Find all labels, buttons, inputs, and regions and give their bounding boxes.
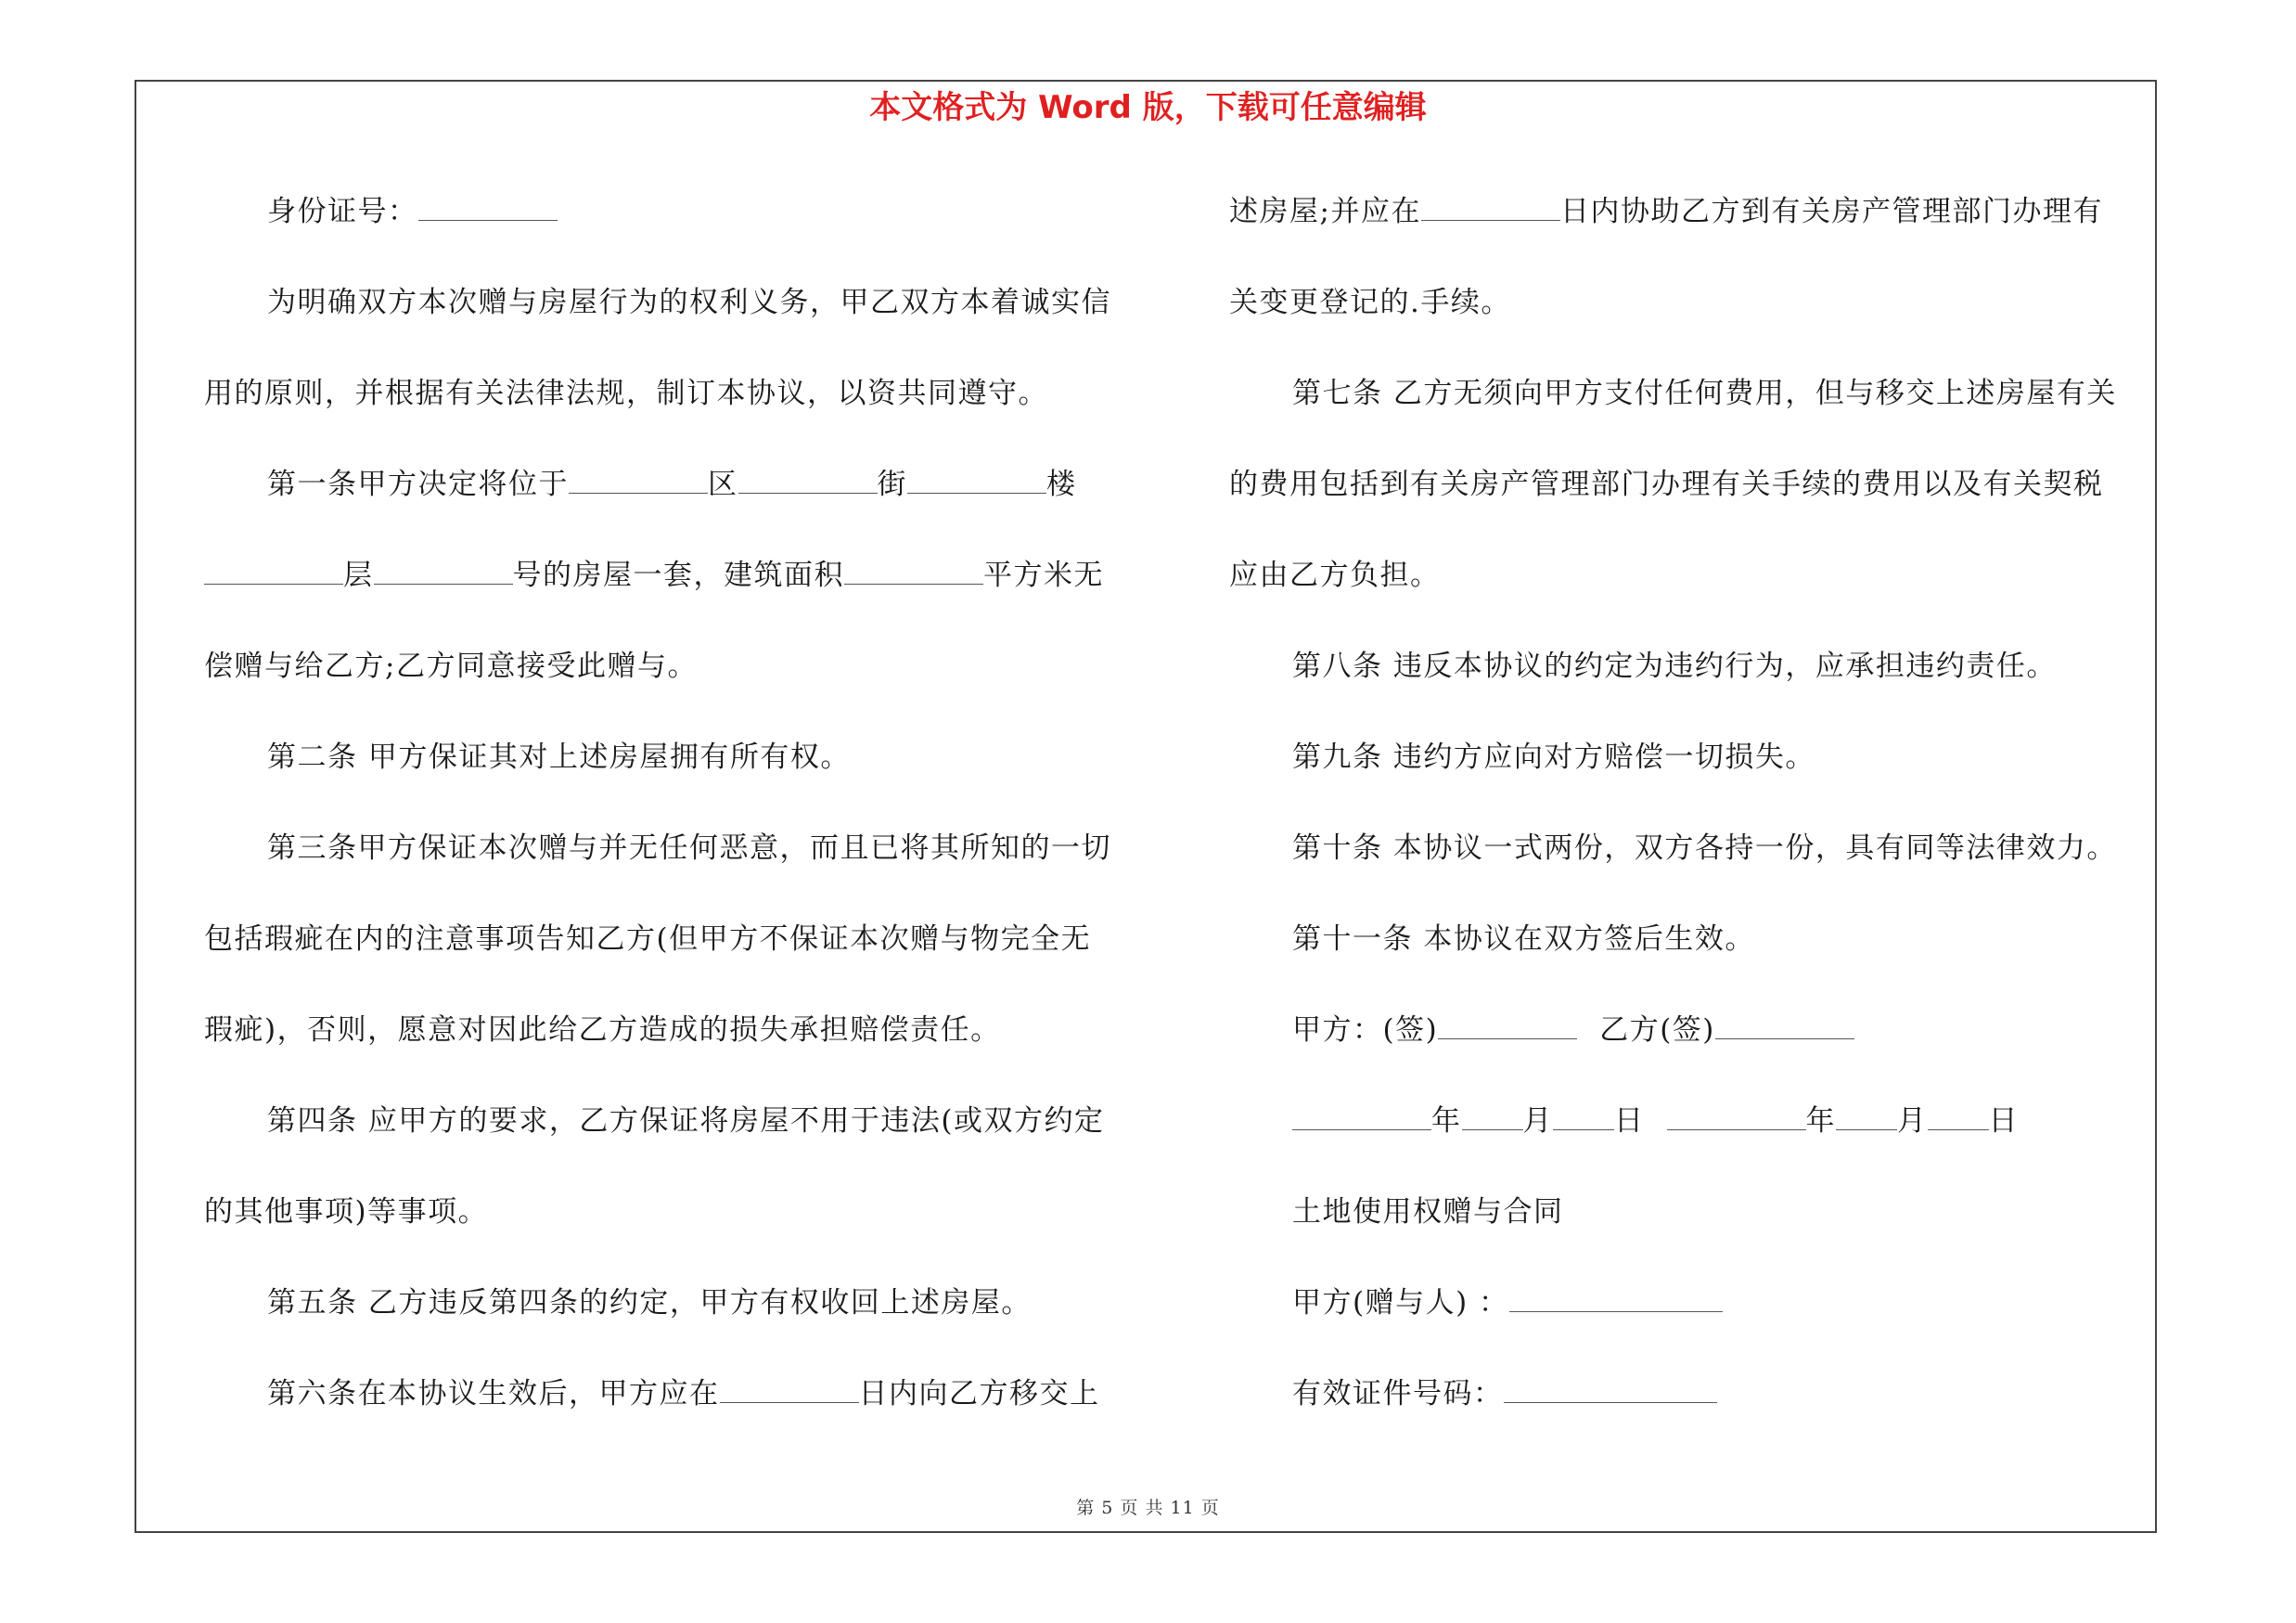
paragraph-line: 的费用包括到有关房产管理部门办理有关手续的费用以及有关契税	[1229, 468, 2104, 501]
article-11-line: 第十一条 本协议在双方签后生效。	[1292, 922, 1755, 956]
blank-field	[1504, 1367, 1717, 1403]
left-column	[204, 184, 1122, 1457]
article-6-line: 第六条在本协议生效后，甲方应在 日内向乙方移交上	[204, 1366, 1122, 1457]
date-line: 年 月 日 年 月 日	[1229, 1093, 2148, 1184]
article-5-line: 第五条 乙方违反第四条的约定，甲方有权收回上述房屋。	[267, 1286, 1032, 1320]
blank-field	[844, 548, 983, 585]
article-7-line: 第七条 乙方无须向甲方支付任何费用，但与移交上述房屋有关	[1292, 377, 2117, 410]
article-10-line: 第十条 本协议一式两份，双方各持一份，具有同等法律效力。	[1292, 831, 2117, 865]
blank-field	[374, 548, 513, 585]
paragraph-line: 应由乙方负担。	[1229, 559, 1441, 592]
blank-field	[738, 457, 878, 494]
blank-field	[1438, 1003, 1577, 1039]
page-number: 第 5 页 共 11 页	[1076, 1498, 1220, 1518]
blank-field	[1928, 1094, 1989, 1130]
paragraph-line: 用的原则，并根据有关法律法规，制订本协议，以资共同遵守。	[204, 377, 1048, 410]
article-8-line: 第八条 违反本协议的约定为违约行为，应承担违约责任。	[1292, 650, 2057, 683]
blank-field	[204, 548, 343, 585]
blank-field	[1292, 1094, 1431, 1130]
blank-field	[1509, 1276, 1723, 1312]
blank-field	[1462, 1094, 1523, 1130]
paragraph-line: 的其他事项)等事项。	[204, 1195, 489, 1229]
certificate-number-line: 有效证件号码：	[1229, 1366, 2148, 1457]
article-4-line: 第四条 应甲方的要求，乙方保证将房屋不用于违法(或双方约定	[267, 1104, 1105, 1138]
blank-field	[1836, 1094, 1897, 1130]
blank-field	[1715, 1003, 1854, 1039]
header-banner: 本文格式为 Word 版，下载可任意编辑	[869, 89, 1427, 126]
blank-field	[1421, 185, 1560, 221]
article-1-line: 第一条甲方决定将位于 区 街 楼	[204, 457, 1122, 547]
article-1-line: 层 号的房屋一套，建筑面积 平方米无	[204, 547, 1122, 638]
blank-field	[569, 457, 708, 494]
section-title: 土地使用权赠与合同	[1292, 1195, 1564, 1229]
article-9-line: 第九条 违约方应向对方赔偿一切损失。	[1292, 741, 1815, 774]
party-a-line: 甲方(赠与人) ：	[1229, 1275, 2148, 1366]
blank-field	[1667, 1094, 1806, 1130]
blank-field	[1553, 1094, 1614, 1130]
id-number-line: 身份证号：	[204, 184, 1122, 275]
blank-field	[907, 457, 1046, 494]
right-column	[1229, 184, 2148, 1457]
blank-field	[720, 1367, 859, 1403]
article-2-line: 第二条 甲方保证其对上述房屋拥有所有权。	[267, 741, 851, 774]
article-3-line: 第三条甲方保证本次赠与并无任何恶意，而且已将其所知的一切	[267, 831, 1111, 865]
paragraph-line: 包括瑕疵在内的注意事项告知乙方(但甲方不保证本次赠与物完全无	[204, 922, 1092, 956]
paragraph-line: 瑕疵)，否则，愿意对因此给乙方造成的损失承担赔偿责任。	[204, 1013, 1001, 1047]
paragraph-line: 偿赠与给乙方;乙方同意接受此赠与。	[204, 650, 698, 683]
paragraph-line: 为明确双方本次赠与房屋行为的权利义务，甲乙双方本着诚实信	[267, 286, 1111, 319]
blank-field	[418, 185, 558, 221]
article-6-continued-line: 述房屋;并应在 日内协助乙方到有关房产管理部门办理有	[1229, 184, 2148, 275]
signature-line: 甲方：(签) 乙方(签)	[1229, 1002, 2148, 1093]
paragraph-line: 关变更登记的.手续。	[1229, 286, 1511, 319]
